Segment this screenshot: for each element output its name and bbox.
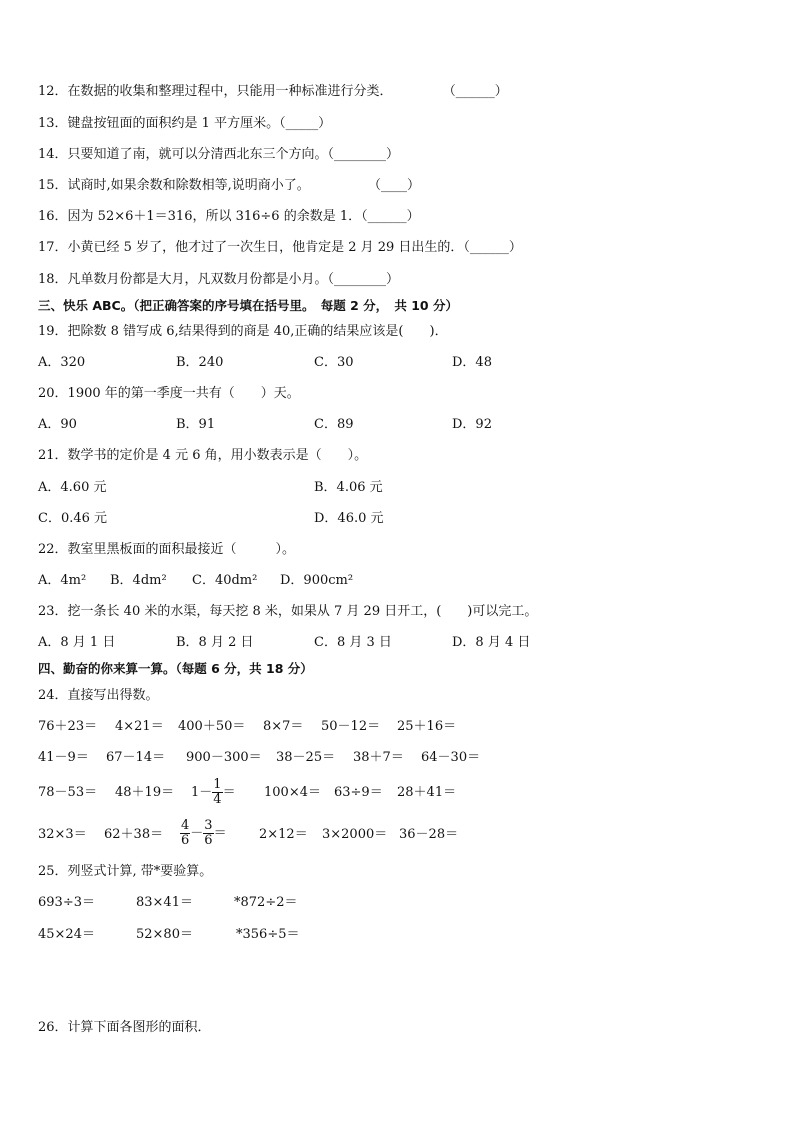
option-c: C．30 bbox=[314, 355, 354, 370]
numerator: 4 bbox=[181, 818, 190, 833]
option-b: B．240 bbox=[176, 355, 224, 370]
denominator: 6 bbox=[181, 833, 190, 848]
question-text: 15．试商时,如果余数和除数相等,说明商小了。 bbox=[38, 178, 310, 193]
equals-sign: ＝ bbox=[213, 826, 227, 841]
question-text: 12．在数据的收集和整理过程中，只能用一种标准进行分类． bbox=[38, 84, 393, 99]
calc-item: 63÷9＝ bbox=[334, 785, 383, 800]
calc-item: 25＋16＝ bbox=[397, 719, 457, 734]
fraction bbox=[212, 778, 222, 807]
fraction bbox=[203, 819, 213, 848]
denominator: 4 bbox=[213, 792, 222, 807]
calc-item: 83×41＝ bbox=[136, 895, 193, 910]
answer-blank: （________） bbox=[327, 272, 400, 287]
fraction-expression bbox=[191, 772, 236, 814]
option-c: C．0.46 元 bbox=[38, 511, 108, 526]
question-25: 25．列竖式计算, 带*要验算。 bbox=[38, 864, 213, 879]
denominator: 6 bbox=[204, 833, 213, 848]
option-a: A．90 bbox=[38, 417, 77, 432]
calc-item: 693÷3＝ bbox=[38, 895, 95, 910]
calc-item: 67－14＝ bbox=[106, 750, 166, 765]
option-b: B．91 bbox=[176, 417, 216, 432]
answer-blank: （________） bbox=[327, 147, 400, 162]
calc-item: 38＋7＝ bbox=[353, 750, 404, 765]
calc-item: *356÷5＝ bbox=[236, 927, 300, 942]
minus-sign: － bbox=[190, 826, 204, 841]
question-16 bbox=[38, 208, 420, 226]
option-a: A．8 月 1 日 bbox=[38, 635, 116, 650]
calc-item: 2×12＝ bbox=[259, 827, 308, 842]
calc-item: 4×21＝ bbox=[115, 719, 164, 734]
question-text: 16．因为 52×6＋1＝316，所以 316÷6 的余数是 1． bbox=[38, 209, 362, 224]
calc-item: 8×7＝ bbox=[263, 719, 304, 734]
question-26: 26．计算下面各图形的面积． bbox=[38, 1020, 211, 1035]
option-d: D．900cm² bbox=[280, 573, 354, 588]
calc-item: 76＋23＝ bbox=[38, 719, 98, 734]
calc-item: 32×3＝ bbox=[38, 827, 87, 842]
option-b: B．4.06 元 bbox=[314, 480, 383, 495]
option-b: B．4dm² bbox=[110, 573, 167, 588]
option-d: D．48 bbox=[452, 355, 492, 370]
calc-item: 38－25＝ bbox=[276, 750, 336, 765]
question-22: 22．教室里黑板面的面积最接近（ ）。 bbox=[38, 542, 296, 557]
calc-item: 50－12＝ bbox=[321, 719, 381, 734]
calc-item: 900－300＝ bbox=[186, 750, 262, 765]
numerator: 3 bbox=[204, 818, 213, 833]
calc-item: 400＋50＝ bbox=[178, 719, 246, 734]
numerator: 1 bbox=[213, 777, 222, 792]
calc-item: 78－53＝ bbox=[38, 785, 98, 800]
question-14 bbox=[38, 146, 399, 164]
option-a: A．4.60 元 bbox=[38, 480, 107, 495]
answer-blank: （______） bbox=[361, 209, 420, 224]
calc-item: 48＋19＝ bbox=[115, 785, 175, 800]
question-text: 17．小黄已经 5 岁了，他才过了一次生日，他肯定是 2 月 29 日出生的． bbox=[38, 240, 464, 255]
section-4-heading: 四、勤奋的你来算一算。（每题 6 分，共 18 分） bbox=[38, 661, 313, 676]
expression-prefix: 1－ bbox=[191, 785, 213, 800]
question-24: 24．直接写出得数。 bbox=[38, 688, 159, 703]
question-19: 19．把除数 8 错写成 6,结果得到的商是 40,正确的结果应该是( )． bbox=[38, 324, 448, 339]
fraction-expression bbox=[180, 813, 227, 855]
calc-item: 100×4＝ bbox=[264, 785, 321, 800]
calc-item: *872÷2＝ bbox=[234, 895, 298, 910]
question-text: 18．凡单数月份都是大月，凡双数月份都是小月。 bbox=[38, 272, 328, 287]
option-a: A．320 bbox=[38, 355, 86, 370]
equals-sign: ＝ bbox=[222, 785, 236, 800]
question-18 bbox=[38, 271, 399, 289]
answer-blank: （______） bbox=[463, 240, 522, 255]
question-12 bbox=[38, 83, 508, 101]
answer-blank: （_____） bbox=[279, 116, 332, 131]
question-15 bbox=[38, 177, 420, 195]
option-d: D．92 bbox=[452, 417, 492, 432]
calc-item: 52×80＝ bbox=[136, 927, 193, 942]
question-23: 23．挖一条长 40 米的水渠，每天挖 8 米，如果从 7 月 29 日开工，( )可以完工。 bbox=[38, 604, 538, 619]
calc-item: 45×24＝ bbox=[38, 927, 95, 942]
question-21: 21．数学书的定价是 4 元 6 角，用小数表示是（ ）。 bbox=[38, 448, 368, 463]
question-text: 13．键盘按钮面的面积约是 1 平方厘米。 bbox=[38, 116, 280, 131]
question-text: 14．只要知道了南，就可以分清西北东三个方向。 bbox=[38, 147, 328, 162]
calc-item: 3×2000＝ bbox=[322, 827, 388, 842]
question-17 bbox=[38, 239, 522, 257]
option-d: D．46.0 元 bbox=[314, 511, 384, 526]
calc-item: 28＋41＝ bbox=[397, 785, 457, 800]
option-c: C．8 月 3 日 bbox=[314, 635, 392, 650]
question-20: 20．1900 年的第一季度一共有（ ）天。 bbox=[38, 386, 300, 401]
calc-item: 36－28＝ bbox=[399, 827, 459, 842]
fraction bbox=[180, 819, 190, 848]
question-13 bbox=[38, 115, 331, 133]
calc-item: 62＋38＝ bbox=[104, 827, 164, 842]
section-3-heading: 三、快乐 ABC。（把正确答案的序号填在括号里。 每题 2 分， 共 10 分） bbox=[38, 298, 458, 313]
answer-blank: （____） bbox=[367, 178, 420, 193]
option-b: B．8 月 2 日 bbox=[176, 635, 254, 650]
calc-item: 41－9＝ bbox=[38, 750, 89, 765]
answer-blank: （______） bbox=[442, 84, 508, 99]
option-c: C．40dm² bbox=[192, 573, 258, 588]
calc-item: 64－30＝ bbox=[421, 750, 481, 765]
option-c: C．89 bbox=[314, 417, 354, 432]
option-d: D．8 月 4 日 bbox=[452, 635, 531, 650]
option-a: A．4m² bbox=[38, 573, 87, 588]
